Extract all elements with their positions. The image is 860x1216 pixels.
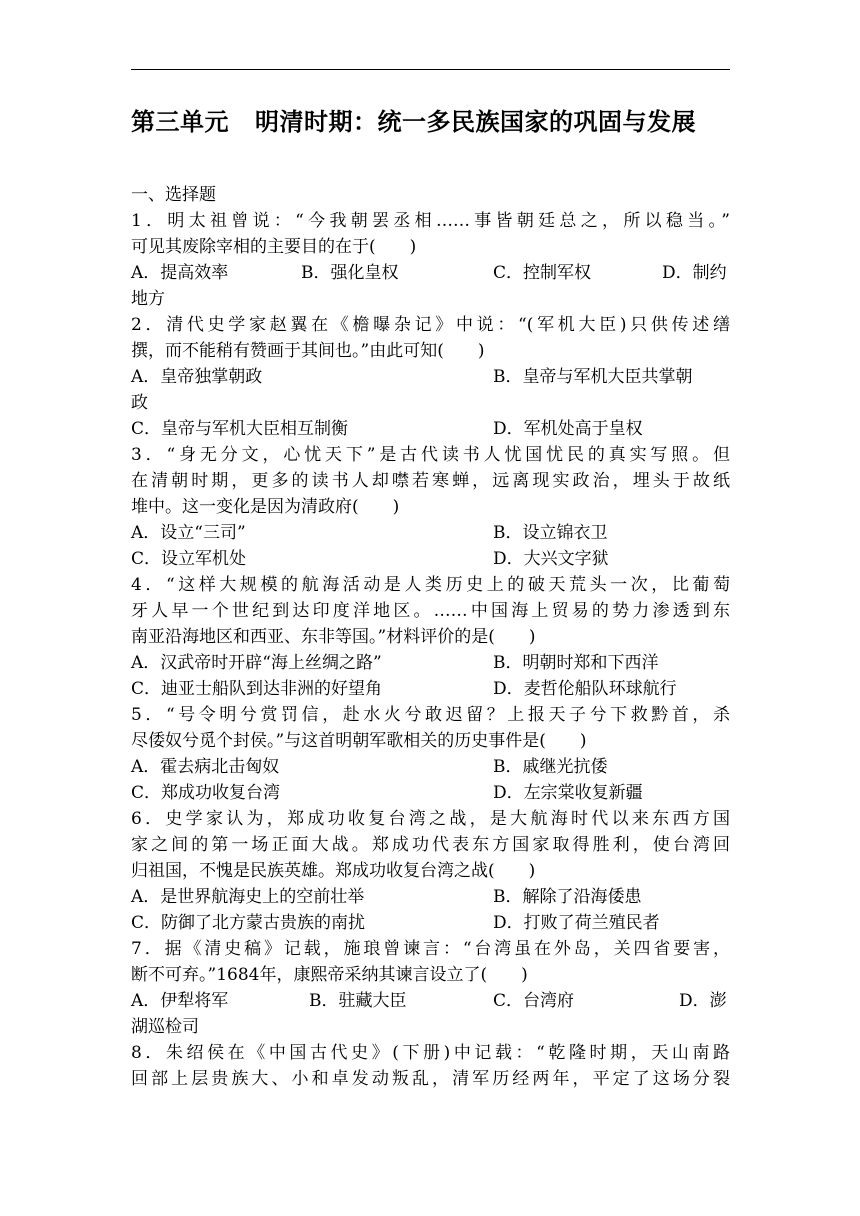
question-stem-line: 4．“这样大规模的航海活动是人类历史上的破天荒头一次，比葡萄 bbox=[131, 575, 730, 595]
option-c: C．郑成功收复台湾 bbox=[131, 783, 281, 803]
option-c: C．迪亚士船队到达非洲的好望角 bbox=[131, 679, 383, 699]
question-stem-line: 回部上层贵族大、小和卓发动叛乱，清军历经两年，平定了这场分裂 bbox=[131, 1069, 730, 1089]
question-stem-line: 7．据《清史稿》记载，施琅曾谏言：“台湾虽在外岛，关四省要害， bbox=[131, 939, 730, 959]
option-b: B．皇帝与军机大臣共掌朝 bbox=[493, 367, 693, 387]
option-row bbox=[131, 520, 730, 546]
option-row bbox=[131, 988, 730, 1014]
option-continuation: 湖巡检司 bbox=[131, 1017, 199, 1037]
option-d: D．军机处高于皇权 bbox=[493, 419, 643, 439]
question-stem-line: 撰，而不能稍有赞画于其间也。”由此可知( ) bbox=[131, 341, 485, 361]
option-continuation: 地方 bbox=[131, 289, 165, 309]
option-a: A．伊犁将军 bbox=[131, 991, 229, 1011]
option-b: B．明朝时郑和下西洋 bbox=[493, 653, 659, 673]
option-c: C．控制军权 bbox=[493, 263, 592, 283]
option-d: D．麦哲伦船队环球航行 bbox=[493, 679, 677, 699]
option-row bbox=[131, 416, 730, 442]
option-row bbox=[131, 780, 730, 806]
unit-label: 第三单元 bbox=[131, 108, 229, 136]
question-stem-line: 南亚沿海地区和西亚、东非等国。”材料评价的是( ) bbox=[131, 627, 536, 647]
question-6 bbox=[131, 806, 730, 936]
option-row bbox=[131, 754, 730, 780]
question-stem-line: 归祖国，不愧是民族英雄。郑成功收复台湾之战( ) bbox=[131, 861, 536, 881]
option-row bbox=[131, 676, 730, 702]
option-b: B．戚继光抗倭 bbox=[493, 757, 608, 777]
option-row bbox=[131, 546, 730, 572]
option-row bbox=[131, 884, 730, 910]
option-b: B．设立锦衣卫 bbox=[493, 523, 608, 543]
option-a: A．汉武帝时开辟“海上丝绸之路” bbox=[131, 653, 382, 673]
question-stem-line: 2．清代史学家赵翼在《檐曝杂记》中说：“(军机大臣)只供传述缮 bbox=[131, 315, 730, 335]
option-row bbox=[131, 910, 730, 936]
question-3 bbox=[131, 442, 730, 572]
option-d: D．打败了荷兰殖民者 bbox=[493, 913, 660, 933]
option-row bbox=[131, 364, 730, 390]
question-stem-line: 3．“身无分文，心忧天下”是古代读书人忧国忧民的真实写照。但 bbox=[131, 445, 730, 465]
question-8 bbox=[131, 1040, 730, 1092]
question-stem-line: 堆中。这一变化是因为清政府( ) bbox=[131, 497, 400, 517]
option-a: A．提高效率 bbox=[131, 263, 229, 283]
option-c: C．设立军机处 bbox=[131, 549, 247, 569]
question-4 bbox=[131, 572, 730, 702]
option-row bbox=[131, 650, 730, 676]
option-d: D．制约 bbox=[662, 263, 727, 283]
question-stem-line: 断不可弃。”1684年，康熙帝采纳其谏言设立了( ) bbox=[131, 965, 528, 985]
unit-title: 明清时期：统一多民族国家的巩固与发展 bbox=[255, 108, 696, 136]
option-b: B．强化皇权 bbox=[301, 263, 399, 283]
option-d: D．大兴文字狱 bbox=[493, 549, 609, 569]
question-stem-line: 在清朝时期，更多的读书人却噤若寒蝉，远离现实政治，埋头于故纸 bbox=[131, 471, 730, 491]
option-a: A．是世界航海史上的空前壮举 bbox=[131, 887, 365, 907]
option-d: D．澎 bbox=[679, 991, 727, 1011]
question-stem-line: 6．史学家认为，郑成功收复台湾之战，是大航海时代以来东西方国 bbox=[131, 809, 730, 829]
option-continuation: 政 bbox=[131, 393, 148, 413]
option-d: D．左宗棠收复新疆 bbox=[493, 783, 643, 803]
option-b: B．驻藏大臣 bbox=[309, 991, 407, 1011]
option-a: A．霍去病北击匈奴 bbox=[131, 757, 280, 777]
question-7 bbox=[131, 936, 730, 1040]
question-stem-line: 8．朱绍侯在《中国古代史》(下册)中记载：“乾隆时期，天山南路 bbox=[131, 1043, 730, 1063]
option-c: C．防御了北方蒙古贵族的南扰 bbox=[131, 913, 366, 933]
question-5 bbox=[131, 702, 730, 806]
question-1 bbox=[131, 208, 730, 312]
page-title bbox=[131, 106, 751, 138]
option-b: B．解除了沿海倭患 bbox=[493, 887, 642, 907]
question-stem-line: 家之间的第一场正面大战。郑成功代表东方国家取得胜利，使台湾回 bbox=[131, 835, 730, 855]
option-row bbox=[131, 260, 730, 286]
question-stem-line: 牙人早一个世纪到达印度洋地区。……中国海上贸易的势力渗透到东 bbox=[131, 601, 730, 621]
question-stem-line: 1．明太祖曾说：“今我朝罢丞相……事皆朝廷总之，所以稳当。” bbox=[131, 211, 730, 231]
question-2 bbox=[131, 312, 730, 442]
option-a: A．皇帝独掌朝政 bbox=[131, 367, 263, 387]
option-c: C．台湾府 bbox=[493, 991, 575, 1011]
header-rule bbox=[131, 69, 730, 70]
question-stem-line: 5．“号令明兮赏罚信，赴水火兮敢迟留？上报天子兮下救黔首，杀 bbox=[131, 705, 730, 725]
option-a: A．设立“三司” bbox=[131, 523, 246, 543]
question-stem-line: 可见其废除宰相的主要目的在于( ) bbox=[131, 237, 417, 257]
option-c: C．皇帝与军机大臣相互制衡 bbox=[131, 419, 349, 439]
section-heading: 一、选择题 bbox=[131, 185, 216, 205]
question-stem-line: 尽倭奴兮觅个封侯。”与这首明朝军歌相关的历史事件是( ) bbox=[131, 731, 587, 751]
document-body bbox=[131, 182, 730, 1092]
